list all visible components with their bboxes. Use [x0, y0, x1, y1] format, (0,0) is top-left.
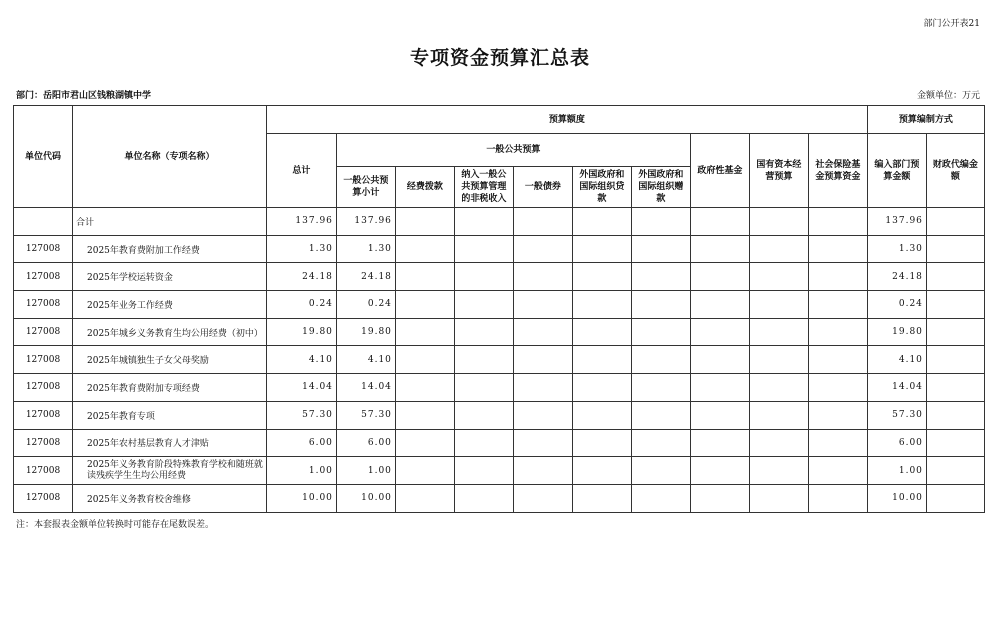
header-fiscal-agent: 财政代编金额 — [926, 134, 984, 208]
empty-cell — [572, 429, 631, 457]
total-cell: 137.96 — [266, 208, 336, 236]
total-cell: 1.00 — [266, 457, 336, 485]
empty-cell — [513, 263, 572, 291]
empty-cell — [808, 346, 867, 374]
gp-subtotal-cell: 24.18 — [336, 263, 395, 291]
header-social-insurance: 社会保险基金预算资金 — [808, 134, 867, 208]
empty-cell — [454, 484, 513, 512]
empty-cell — [690, 429, 749, 457]
unit-code-cell: 127008 — [14, 401, 73, 429]
empty-cell — [926, 457, 984, 485]
empty-cell — [926, 235, 984, 263]
gp-subtotal-cell: 1.30 — [336, 235, 395, 263]
empty-cell — [749, 457, 808, 485]
header-dept-budget: 编入部门预算金额 — [867, 134, 926, 208]
gp-subtotal-cell: 10.00 — [336, 484, 395, 512]
empty-cell — [454, 374, 513, 402]
empty-cell — [808, 484, 867, 512]
table-row — [14, 263, 985, 291]
header-unit-name: 单位名称（专项名称） — [73, 106, 267, 208]
empty-cell — [572, 457, 631, 485]
empty-cell — [690, 291, 749, 319]
total-cell: 24.18 — [266, 263, 336, 291]
header-budget-amount: 预算额度 — [266, 106, 867, 134]
project-name-cell: 2025年学校运转资金 — [73, 263, 267, 291]
empty-cell — [926, 484, 984, 512]
header-total: 总计 — [266, 134, 336, 208]
project-name-cell: 2025年业务工作经费 — [73, 291, 267, 319]
total-cell: 14.04 — [266, 374, 336, 402]
empty-cell — [808, 401, 867, 429]
gp-subtotal-cell: 57.30 — [336, 401, 395, 429]
empty-cell — [513, 291, 572, 319]
empty-cell — [926, 346, 984, 374]
dept-budget-cell: 4.10 — [867, 346, 926, 374]
dept-budget-cell: 1.00 — [867, 457, 926, 485]
empty-cell — [395, 291, 454, 319]
unit-code-cell: 127008 — [14, 263, 73, 291]
empty-cell — [749, 318, 808, 346]
empty-cell — [690, 457, 749, 485]
empty-cell — [395, 484, 454, 512]
empty-cell — [395, 401, 454, 429]
empty-cell — [690, 374, 749, 402]
dept-budget-cell: 10.00 — [867, 484, 926, 512]
empty-cell — [395, 208, 454, 236]
empty-cell — [454, 429, 513, 457]
dept-budget-cell: 24.18 — [867, 263, 926, 291]
empty-cell — [395, 318, 454, 346]
empty-cell — [572, 291, 631, 319]
unit-code-cell: 127008 — [14, 457, 73, 485]
total-cell: 1.30 — [266, 235, 336, 263]
footnote: 注：本套报表金额单位转换时可能存在尾数误差。 — [16, 520, 215, 530]
empty-cell — [926, 401, 984, 429]
empty-cell — [572, 484, 631, 512]
empty-cell — [513, 235, 572, 263]
header-unit-code: 单位代码 — [14, 106, 73, 208]
empty-cell — [572, 401, 631, 429]
empty-cell — [808, 291, 867, 319]
project-name-cell: 2025年教育专项 — [73, 401, 267, 429]
empty-cell — [395, 263, 454, 291]
empty-cell — [513, 208, 572, 236]
table-row — [14, 235, 985, 263]
empty-cell — [749, 346, 808, 374]
empty-cell — [631, 263, 690, 291]
empty-cell — [395, 374, 454, 402]
gp-subtotal-cell: 19.80 — [336, 318, 395, 346]
dept-budget-cell: 6.00 — [867, 429, 926, 457]
project-name-cell: 2025年义务教育阶段特殊教育学校和随班就读残疾学生生均公用经费 — [73, 457, 267, 485]
header-foreign-grant: 外国政府和国际组织赠款 — [631, 167, 690, 208]
table-row — [14, 484, 985, 512]
dept-budget-cell: 1.30 — [867, 235, 926, 263]
table-row — [14, 429, 985, 457]
empty-cell — [749, 374, 808, 402]
empty-cell — [631, 429, 690, 457]
empty-cell — [926, 291, 984, 319]
empty-cell — [513, 401, 572, 429]
gp-subtotal-cell: 1.00 — [336, 457, 395, 485]
empty-cell — [749, 429, 808, 457]
gp-subtotal-cell: 6.00 — [336, 429, 395, 457]
empty-cell — [808, 457, 867, 485]
empty-cell — [513, 484, 572, 512]
header-gp-subtotal: 一般公共预算小计 — [336, 167, 395, 208]
dept-budget-cell: 0.24 — [867, 291, 926, 319]
empty-cell — [454, 263, 513, 291]
dept-budget-cell: 19.80 — [867, 318, 926, 346]
unit-code-cell: 127008 — [14, 235, 73, 263]
page-title: 专项资金预算汇总表 — [409, 47, 590, 69]
project-name-cell: 合计 — [73, 208, 267, 236]
empty-cell — [631, 291, 690, 319]
empty-cell — [395, 429, 454, 457]
empty-cell — [572, 208, 631, 236]
header-appropriation: 经费拨款 — [395, 167, 454, 208]
empty-cell — [395, 346, 454, 374]
project-name-cell: 2025年城镇独生子女父母奖励 — [73, 346, 267, 374]
empty-cell — [690, 263, 749, 291]
header-foreign-loan: 外国政府和国际组织贷款 — [572, 167, 631, 208]
unit-code-cell: 127008 — [14, 346, 73, 374]
empty-cell — [926, 263, 984, 291]
unit-code-cell — [14, 208, 73, 236]
empty-cell — [454, 235, 513, 263]
empty-cell — [454, 291, 513, 319]
empty-cell — [808, 429, 867, 457]
empty-cell — [513, 346, 572, 374]
project-name-cell: 2025年义务教育校舍维修 — [73, 484, 267, 512]
table-row — [14, 318, 985, 346]
header-state-capital: 国有资本经营预算 — [749, 134, 808, 208]
empty-cell — [454, 457, 513, 485]
empty-cell — [631, 484, 690, 512]
empty-cell — [690, 208, 749, 236]
empty-cell — [749, 291, 808, 319]
header-general-debt: 一般债券 — [513, 167, 572, 208]
empty-cell — [513, 374, 572, 402]
total-row — [14, 208, 985, 236]
empty-cell — [808, 263, 867, 291]
empty-cell — [572, 318, 631, 346]
empty-cell — [572, 263, 631, 291]
empty-cell — [690, 484, 749, 512]
project-name-cell: 2025年农村基层教育人才津贴 — [73, 429, 267, 457]
empty-cell — [395, 235, 454, 263]
empty-cell — [454, 401, 513, 429]
header-general-public-budget: 一般公共预算 — [336, 134, 690, 167]
table-row — [14, 457, 985, 485]
empty-cell — [631, 235, 690, 263]
unit-code-cell: 127008 — [14, 318, 73, 346]
total-cell: 19.80 — [266, 318, 336, 346]
empty-cell — [572, 235, 631, 263]
empty-cell — [926, 374, 984, 402]
empty-cell — [749, 208, 808, 236]
unit-code-cell: 127008 — [14, 429, 73, 457]
total-cell: 0.24 — [266, 291, 336, 319]
table-row — [14, 291, 985, 319]
empty-cell — [808, 318, 867, 346]
table-row — [14, 401, 985, 429]
total-cell: 10.00 — [266, 484, 336, 512]
empty-cell — [749, 263, 808, 291]
empty-cell — [749, 235, 808, 263]
empty-cell — [454, 346, 513, 374]
empty-cell — [631, 457, 690, 485]
empty-cell — [690, 235, 749, 263]
unit-code-cell: 127008 — [14, 374, 73, 402]
gp-subtotal-cell: 14.04 — [336, 374, 395, 402]
project-name-cell: 2025年教育费附加工作经费 — [73, 235, 267, 263]
department-label: 部门：岳阳市君山区钱粮湖镇中学 — [16, 91, 152, 101]
header-gov-fund: 政府性基金 — [690, 134, 749, 208]
empty-cell — [454, 208, 513, 236]
empty-cell — [454, 318, 513, 346]
empty-cell — [513, 457, 572, 485]
gp-subtotal-cell: 4.10 — [336, 346, 395, 374]
empty-cell — [690, 346, 749, 374]
empty-cell — [926, 208, 984, 236]
empty-cell — [808, 235, 867, 263]
project-name-cell: 2025年城乡义务教育生均公用经费（初中） — [73, 318, 267, 346]
gp-subtotal-cell: 0.24 — [336, 291, 395, 319]
empty-cell — [513, 318, 572, 346]
empty-cell — [808, 374, 867, 402]
empty-cell — [926, 429, 984, 457]
total-cell: 6.00 — [266, 429, 336, 457]
empty-cell — [631, 208, 690, 236]
report-number: 部门公开表21 — [923, 19, 980, 29]
empty-cell — [690, 318, 749, 346]
total-cell: 4.10 — [266, 346, 336, 374]
dept-budget-cell: 57.30 — [867, 401, 926, 429]
table-row — [14, 374, 985, 402]
unit-code-cell: 127008 — [14, 484, 73, 512]
budget-table — [13, 105, 985, 513]
unit-code-cell: 127008 — [14, 291, 73, 319]
empty-cell — [631, 346, 690, 374]
dept-budget-cell: 14.04 — [867, 374, 926, 402]
empty-cell — [572, 346, 631, 374]
empty-cell — [631, 401, 690, 429]
amount-unit-label: 金额单位：万元 — [916, 91, 980, 101]
empty-cell — [572, 374, 631, 402]
header-non-tax-income: 纳入一般公共预算管理的非税收入 — [454, 167, 513, 208]
empty-cell — [513, 429, 572, 457]
empty-cell — [749, 484, 808, 512]
empty-cell — [631, 318, 690, 346]
table-row — [14, 346, 985, 374]
total-cell: 57.30 — [266, 401, 336, 429]
empty-cell — [690, 401, 749, 429]
project-name-cell: 2025年教育费附加专项经费 — [73, 374, 267, 402]
empty-cell — [631, 374, 690, 402]
dept-budget-cell: 137.96 — [867, 208, 926, 236]
empty-cell — [808, 208, 867, 236]
gp-subtotal-cell: 137.96 — [336, 208, 395, 236]
empty-cell — [749, 401, 808, 429]
empty-cell — [395, 457, 454, 485]
header-compile-mode: 预算编制方式 — [867, 106, 984, 134]
empty-cell — [926, 318, 984, 346]
